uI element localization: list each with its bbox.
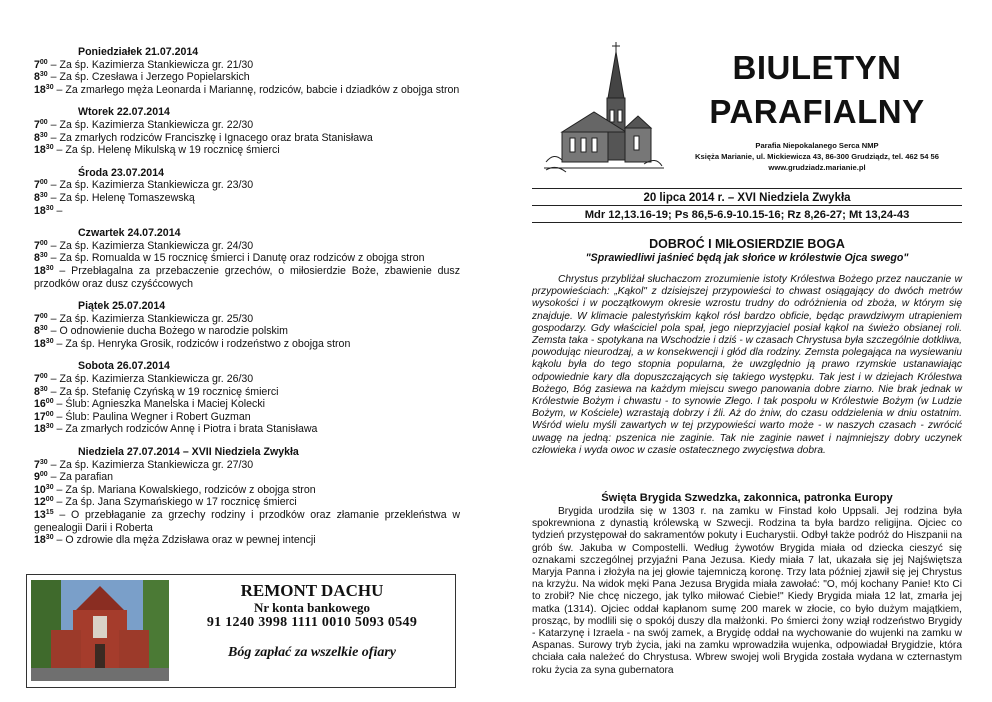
mass-minutes: 00 — [39, 471, 48, 479]
mass-entry — [34, 459, 460, 472]
mass-minutes: 00 — [45, 398, 54, 406]
day-heading: Środa 23.07.2014 — [78, 166, 164, 179]
divider — [532, 188, 962, 189]
schedule-day — [34, 227, 460, 290]
day-heading: Wtorek 22.07.2014 — [78, 106, 170, 119]
account-label: Nr konta bankowego — [253, 600, 371, 615]
church-drawing — [544, 40, 664, 185]
mass-intention: – Za śp. Mariana Kowalskiego, rodziców z obojga stron — [53, 483, 316, 496]
mass-hour: 18 — [34, 423, 46, 436]
mass-entry — [34, 205, 460, 218]
day-heading: Czwartek 24.07.2014 — [78, 227, 181, 240]
mass-hour: 8 — [34, 325, 40, 338]
mass-entry — [34, 471, 460, 484]
mass-minutes: 30 — [39, 71, 48, 79]
masthead-title-1: BIULETYN — [732, 49, 902, 86]
mass-intention: – Ślub: Agnieszka Manelska i Maciej Kolecki — [53, 398, 265, 411]
mass-entry — [34, 179, 460, 192]
mass-entry — [34, 496, 460, 509]
mass-minutes: 00 — [39, 373, 48, 381]
mass-hour: 18 — [34, 264, 46, 277]
issue-date: 20 lipca 2014 r. – XVI Niedziela Zwykła — [643, 192, 851, 204]
mass-intention: – Za śp. Jana Szymańskiego w 17 rocznicę śmierci — [53, 496, 297, 509]
mass-entry — [34, 534, 460, 547]
mass-intention: – Za zmarłych rodziców Annę i Piotra i brata Stanisława — [53, 423, 318, 436]
mass-entry — [34, 325, 460, 338]
mass-entry — [34, 240, 460, 253]
parish-name: Parafia Niepokalanego Serca NMP — [755, 141, 879, 150]
mass-hour: 13 — [34, 509, 46, 521]
mass-entry — [34, 398, 460, 411]
mass-intention: – Za śp. Henryka Grosik, rodziców i rodzeństwo z obojga stron — [53, 337, 351, 350]
roof-repair-title: REMONT DACHU — [240, 581, 384, 600]
mass-minutes: 30 — [45, 534, 54, 542]
mass-intention: – O przebłaganie za grzechy rodziny i przodków oraz złamanie przekleństwa w genealogii Darii i Roberta — [34, 509, 460, 534]
saint-body: Brygida urodziła się w 1303 r. na zamku w Finstad koło Uppsali. Jej rodzina była spokrewniona z dynastią królewską w Szwecji. Rodzina ta była bardzo religijna. Ojciec co tydzień przystępował do sakramentów pokuty i Eucharystii. Odbył także podróż do Hiszpanii na grób św. Jakuba w Compostelli. Według żywotów Brygida miała od dziecka cieszyć się oznakami szczególnej przyjaźni Pana Jezusa. Kiedy miała 7 lat, ukazała się jej Najświętsza Maryja Panna i złożyła na jej głowie tajemniczą koronę. Trzy lata później zjawił się jej Chrystus na krzyżu. Na widok męki Pana Jezusa Brygida miała zawołać: "O, mój kochany Panie! Kto Ci to zrobił? Nie chcę niczego, jak tylko miłować Ciebie!" Kiedy Brygida miała 12 lat, zmarła jej matka (1314). Ojciec oddał kapłanom sumę 200 marek w złocie, co było dużym majątkiem, prosząc, by modlili się o spokój duszy dla małżonki. Po śmierci żony wziął rodzeństwo Brygidy - Katarzynę i Izraela - na swój zamek, a Brygidę oddał na wychowanie do wujenki na zamku w Aspanas. Surowy tryb życia, jaki na zamku wprowadziła wujenka, odpowiadał Brygidzie, która chciała cała należeć do Chrystusa. Wbrew swojej woli Brygida została wydana w czternastym roku życia za syna gubernatora — [532, 506, 962, 676]
mass-minutes: 00 — [39, 312, 48, 320]
mass-minutes: 30 — [45, 423, 54, 431]
mass-intention: – Za śp. Kazimierza Stankiewicza gr. 24/30 — [47, 239, 254, 252]
divider — [532, 222, 962, 223]
mass-intention: – Za śp. Kazimierza Stankiewicza gr. 22/30 — [47, 118, 254, 131]
article-title: DOBROĆ I MIŁOSIERDZIE BOGA — [649, 237, 845, 251]
mass-intention: – Za śp. Czesława i Jerzego Popielarskich — [47, 71, 250, 84]
mass-entry — [34, 386, 460, 399]
mass-minutes: 30 — [45, 483, 54, 491]
mass-intention: – Za zmarłego męża Leonarda i Mariannę, rodziców, babcie i dziadków z obojga stron — [53, 83, 460, 96]
schedule-day — [34, 167, 460, 217]
mass-minutes: 30 — [45, 144, 54, 152]
parish-website: www.grudziadz.marianie.pl — [768, 163, 866, 172]
mass-entry — [34, 71, 460, 84]
mass-minutes: 30 — [39, 325, 48, 333]
mass-entry — [34, 144, 460, 157]
mass-hour: 8 — [34, 252, 40, 265]
masthead-title-2: PARAFIALNY — [709, 93, 925, 130]
mass-hour: 7 — [34, 458, 40, 471]
mass-intention: – Za parafian — [47, 471, 114, 484]
mass-minutes: 30 — [45, 83, 54, 91]
divider — [532, 205, 962, 206]
mass-intention: – Ślub: Paulina Wegner i Robert Guzman — [53, 410, 251, 423]
schedule-day — [34, 300, 460, 350]
readings: Mdr 12,13.16-19; Ps 86,5-6.9-10.15-16; Rz 8,26-27; Mt 13,24-43 — [584, 209, 910, 221]
mass-entry — [34, 338, 460, 351]
account-number: 91 1240 3998 1111 0010 5093 0549 — [206, 615, 418, 630]
mass-hour: 18 — [34, 83, 46, 96]
mass-hour: 7 — [34, 373, 40, 386]
mass-minutes: 30 — [39, 131, 48, 139]
mass-entry — [34, 313, 460, 326]
mass-entry — [34, 192, 460, 205]
mass-intention: – Za śp. Kazimierza Stankiewicza gr. 27/30 — [47, 458, 254, 471]
mass-entry — [34, 252, 460, 265]
mass-hour: 17 — [34, 410, 46, 423]
mass-intention: – Za śp. Kazimierza Stankiewicza gr. 26/30 — [47, 373, 254, 386]
mass-intention: – Za zmarłych rodziców Franciszkę i Ignacego oraz brata Stanisława — [47, 131, 373, 144]
schedule-day — [34, 360, 460, 436]
mass-hour: 8 — [34, 385, 40, 398]
mass-schedule — [34, 46, 460, 557]
schedule-day — [34, 446, 460, 547]
mass-minutes: 00 — [39, 118, 48, 126]
mass-hour: 7 — [34, 239, 40, 252]
day-heading: Niedziela 27.07.2014 – XVII Niedziela Zwykła — [78, 446, 299, 459]
mass-entry — [34, 84, 460, 97]
mass-hour: 8 — [34, 191, 40, 204]
mass-minutes: 30 — [39, 385, 48, 393]
mass-intention: – O odnowienie ducha Bożego w narodzie polskim — [47, 325, 288, 338]
mass-minutes: 30 — [45, 264, 54, 272]
mass-hour: 8 — [34, 131, 40, 144]
mass-hour: 10 — [34, 483, 46, 496]
masthead — [672, 46, 962, 173]
mass-entry — [34, 373, 460, 386]
mass-intention: – Za śp. Kazimierza Stankiewicza gr. 25/30 — [47, 312, 254, 325]
mass-minutes: 30 — [39, 458, 48, 466]
mass-hour: 12 — [34, 496, 46, 509]
mass-intention: – Przebłagalna za przebaczenie grzechów, o miłosierdzie Boże, zbawienie dusz przodków oraz dusz czyśćcowych — [34, 264, 460, 290]
article-body: Chrystus przybliżał słuchaczom zrozumienie istoty Królestwa Bożego przez nauczanie w przypowieściach: „Kąkol" z dzisiejszej przypowieści to chwast osiągający do dwóch metrów wysokości i w początkowym okresie wzrostu trudny do odróżnienia od zboża, w którym się znajduje. W klimacie palestyńskim kąkol rósł bardzo obficie, będąc prawdziwym utrapieniem gospodarzy. Gdy właściciel pola spał, jego nieprzyjaciel posiał kąkol na świeżo obsianej roli. Zemsta taka - spotykana na Wschodzie i dziś - w czasach Chrystusa była szczególnie dotkliwa, powodując nieurodzaj, a w konsekwencji i głód dla rodziny. Zemsta polegająca na wysiewaniu kąkolu była do tego stopnia popularna, że uwzględnio ją prawo rzymskie ustanawiając odpowiednie kary dla dopuszczających się takiego występku. Tak jest i w dziejach Królestwa Bożego, Bóg zasiewa na każdym miejscu swego panowania dobre ziarno. Nie brak jednak w Królestwie Bożym i chwastu - to synowie Złego. I tak pospołu w Królestwie Bożym (w Ludzie Bożym, w Kościele) wzrastają dobrzy i źli. Aż do żniw, do czasu oddzielenia w dniu ostatnim. Wśród wielu myśli zawartych w tej przypowieści warto może - w naszych czasach - zwrócić uwagę na jedną: pszenica nie zaginie. Tak nie zaginie nawet i najmniejszy dobry uczynek człowieka i wyda owoc w czasie ostatecznego zwycięstwa dobra. — [532, 274, 962, 456]
mass-minutes: 30 — [39, 252, 48, 260]
roof-repair-box — [26, 574, 456, 688]
church-photo — [31, 580, 169, 681]
mass-hour: 18 — [34, 534, 46, 547]
mass-hour: 9 — [34, 471, 40, 484]
mass-minutes: 00 — [39, 58, 48, 66]
mass-intention: – O zdrowie dla męża Zdzisława oraz w pewnej intencji — [53, 534, 316, 547]
mass-hour: 16 — [34, 398, 46, 411]
mass-hour: 7 — [34, 312, 40, 325]
day-heading: Sobota 26.07.2014 — [78, 360, 170, 373]
day-heading: Poniedziałek 21.07.2014 — [78, 46, 199, 58]
mass-hour: 18 — [34, 337, 46, 350]
schedule-day — [34, 106, 460, 156]
mass-intention: – Za śp. Helenę Tomaszewską — [47, 191, 195, 204]
mass-minutes: 30 — [45, 337, 54, 345]
mass-hour: 8 — [34, 71, 40, 84]
thanks-text: Bóg zapłać za wszelkie ofiary — [228, 645, 396, 660]
mass-intention: – Za śp. Kazimierza Stankiewicza gr. 21/30 — [47, 58, 254, 71]
mass-entry — [34, 59, 460, 72]
mass-entry — [34, 411, 460, 424]
mass-entry — [34, 265, 460, 290]
mass-intention: – Za śp. Romualda w 15 rocznicę śmierci i Danutę oraz rodziców z obojga stron — [47, 252, 425, 265]
mass-entry — [34, 132, 460, 145]
mass-minutes: 30 — [45, 204, 54, 212]
mass-entry — [34, 484, 460, 497]
parish-address: Księża Marianie, ul. Mickiewicza 43, 86-300 Grudziądz, tel. 462 54 56 — [695, 152, 939, 161]
mass-intention: – Za śp. Helenę Mikulską w 19 rocznicę śmierci — [53, 144, 280, 157]
mass-minutes: 00 — [39, 179, 48, 187]
mass-minutes: 30 — [39, 191, 48, 199]
mass-intention: – Za śp. Stefanię Czyńską w 19 rocznicę śmierci — [47, 385, 279, 398]
mass-hour: 7 — [34, 58, 40, 71]
mass-hour: 18 — [34, 204, 46, 217]
day-heading: Piątek 25.07.2014 — [78, 300, 166, 313]
mass-hour: 7 — [34, 118, 40, 131]
mass-hour: 7 — [34, 179, 40, 192]
mass-entry — [34, 509, 460, 534]
saint-title: Święta Brygida Szwedzka, zakonnica, patronka Europy — [601, 492, 893, 504]
article-subtitle: "Sprawiedliwi jaśnieć będą jak słońce w królestwie Ojca swego" — [585, 252, 909, 264]
mass-entry — [34, 119, 460, 132]
mass-entry — [34, 423, 460, 436]
mass-minutes: 00 — [39, 239, 48, 247]
mass-minutes: 15 — [45, 509, 54, 516]
mass-minutes: 00 — [45, 496, 54, 504]
mass-hour: 18 — [34, 144, 46, 157]
mass-intention: – — [53, 204, 63, 217]
mass-minutes: 00 — [45, 410, 54, 418]
schedule-day — [34, 46, 460, 96]
mass-intention: – Za śp. Kazimierza Stankiewicza gr. 23/30 — [47, 179, 254, 192]
